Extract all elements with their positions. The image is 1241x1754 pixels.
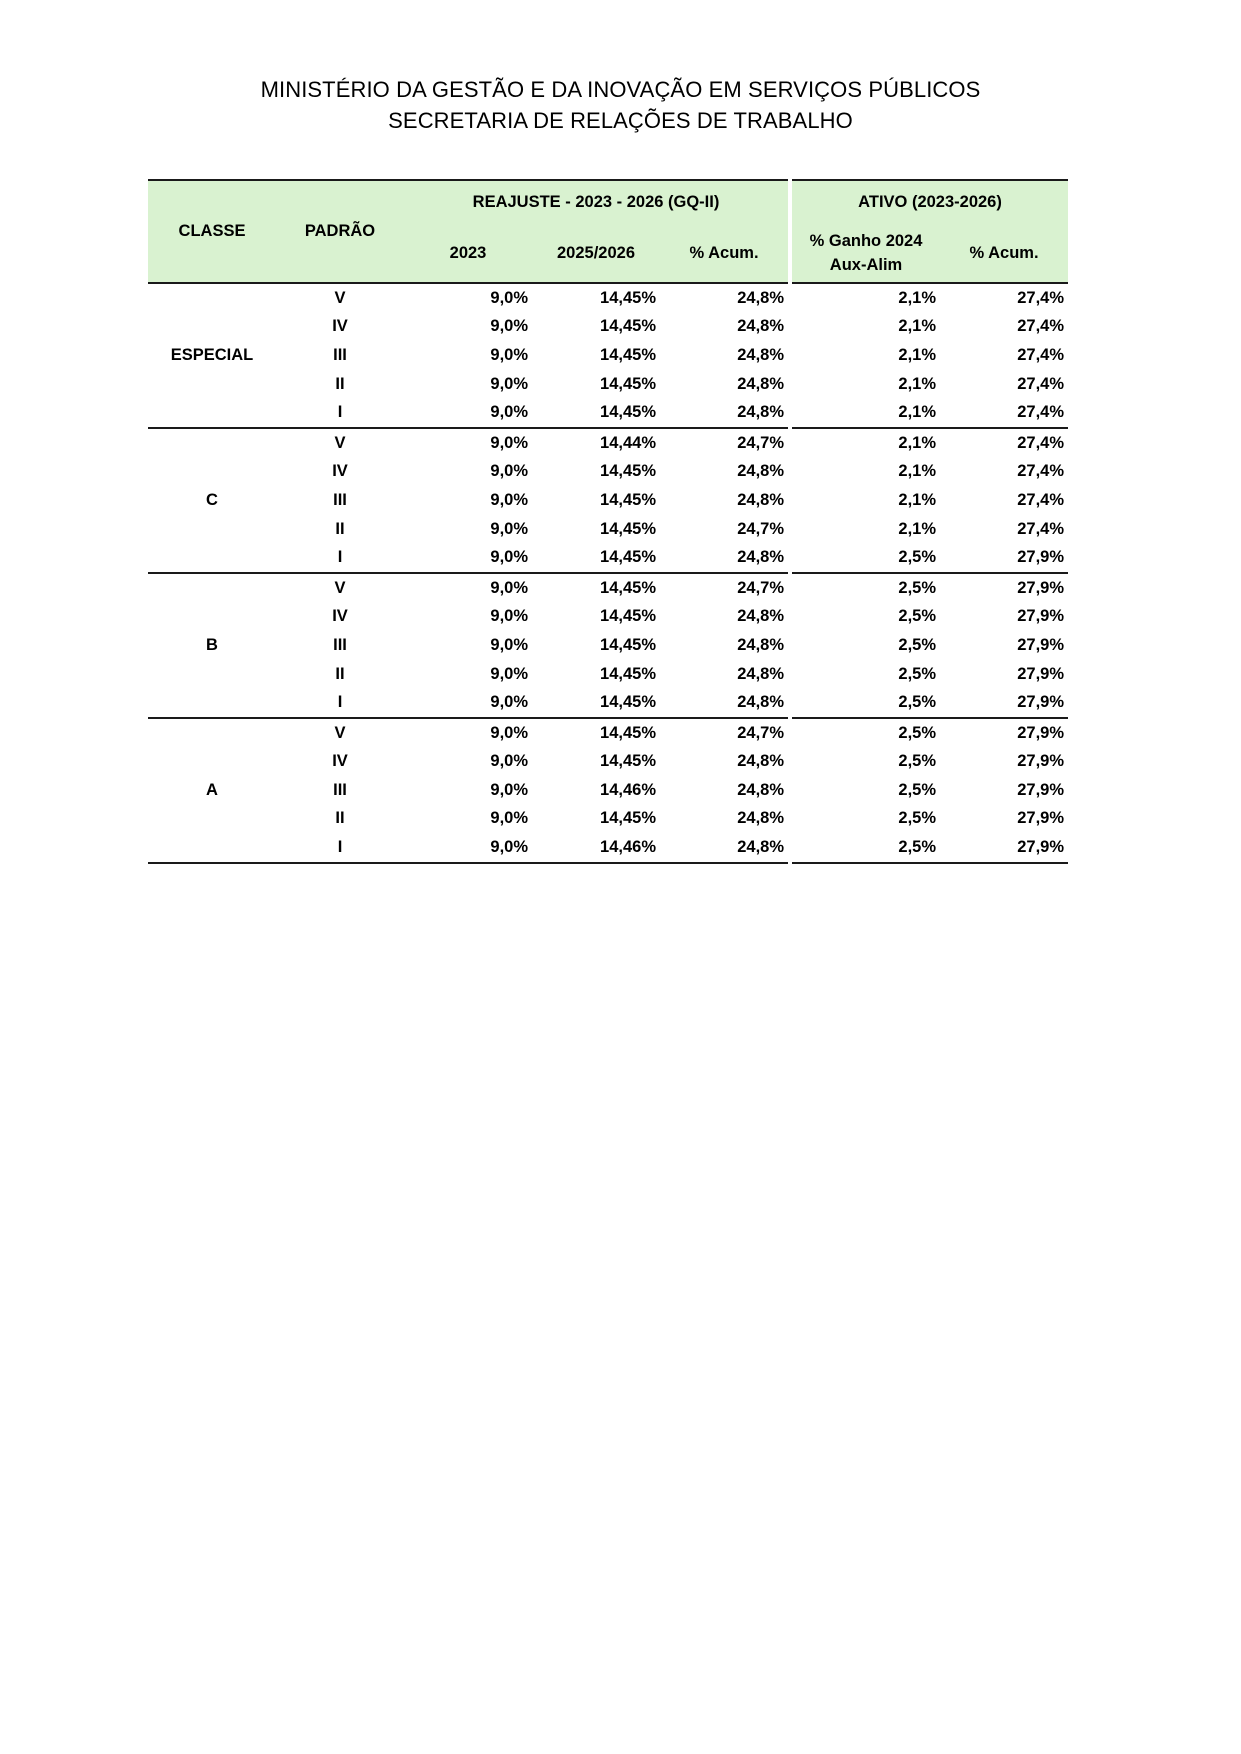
cell-2025-2026: 14,44% (600, 433, 656, 452)
header-classe: CLASSE (148, 179, 276, 284)
cell-ativo-acum: 27,4% (1017, 462, 1065, 481)
cell-padrao: V (334, 578, 346, 597)
cell-ativo-acum: 27,9% (1017, 635, 1065, 654)
cell-padrao: I (276, 543, 404, 574)
cell-padrao: IV (332, 317, 348, 336)
reajuste-table (148, 179, 1068, 864)
cell-ganho: 2,5% (898, 607, 937, 626)
cell-2025-2026: 14,45% (532, 543, 660, 574)
table-header (148, 179, 1068, 284)
cell-padrao: I (276, 688, 404, 719)
cell-acum: 24,8% (737, 374, 785, 393)
cell-ganho: 2,5% (898, 752, 937, 771)
cell-padrao: III (333, 780, 347, 799)
cell-2025-2026: 14,46% (532, 833, 660, 864)
cell-ativo-acum: 27,9% (1017, 723, 1065, 742)
cell-acum: 24,8% (737, 809, 785, 828)
cell-acum: 24,8% (737, 462, 785, 481)
cell-ganho: 2,5% (898, 635, 937, 654)
cell-padrao: III (333, 490, 347, 509)
cell-2025-2026: 14,45% (600, 345, 656, 364)
cell-2023: 9,0% (490, 752, 528, 771)
cell-2025-2026: 14,45% (532, 688, 660, 719)
cell-acum: 24,8% (737, 607, 785, 626)
cell-padrao: II (335, 664, 345, 683)
cell-classe: ESPECIAL (148, 284, 276, 429)
cell-2023: 9,0% (490, 519, 528, 538)
cell-padrao: I (276, 833, 404, 864)
table-row (148, 398, 1068, 429)
cell-acum: 24,8% (660, 688, 788, 719)
table-row (148, 833, 1068, 864)
cell-ganho: 2,5% (898, 578, 937, 597)
cell-ativo-acum: 27,4% (1017, 317, 1065, 336)
cell-ativo-acum: 27,9% (1017, 809, 1065, 828)
cell-2023: 9,0% (490, 809, 528, 828)
table-row (148, 543, 1068, 574)
cell-padrao: III (333, 345, 347, 364)
table-row (148, 574, 1068, 603)
cell-2023: 9,0% (404, 833, 532, 864)
cell-padrao: II (335, 519, 345, 538)
cell-ganho: 2,5% (792, 833, 940, 864)
cell-ativo-acum: 27,4% (940, 398, 1068, 429)
cell-acum: 24,7% (737, 578, 785, 597)
cell-ganho: 2,1% (898, 519, 937, 538)
cell-ganho: 2,5% (792, 688, 940, 719)
cell-2023: 9,0% (490, 723, 528, 742)
cell-padrao: III (333, 635, 347, 654)
cell-2025-2026: 14,45% (600, 288, 656, 307)
cell-padrao: V (334, 433, 346, 452)
cell-2023: 9,0% (404, 688, 532, 719)
table-row (148, 660, 1068, 689)
cell-acum: 24,8% (660, 398, 788, 429)
cell-2025-2026: 14,45% (532, 398, 660, 429)
cell-ativo-acum: 27,9% (1017, 752, 1065, 771)
header-ganho-line2: Aux-Alim (829, 255, 903, 274)
cell-ganho: 2,5% (898, 780, 937, 799)
cell-acum: 24,8% (737, 288, 785, 307)
cell-classe: A (148, 719, 276, 864)
cell-2025-2026: 14,45% (600, 607, 656, 626)
cell-2025-2026: 14,46% (600, 780, 656, 799)
table-row (148, 370, 1068, 399)
cell-padrao: V (334, 723, 346, 742)
table-row (148, 429, 1068, 458)
cell-2023: 9,0% (490, 433, 528, 452)
table-body (148, 284, 1068, 864)
header-ministry: MINISTÉRIO DA GESTÃO E DA INOVAÇÃO EM SERVIÇOS PÚBLICOS (260, 77, 981, 102)
table-row (148, 688, 1068, 719)
cell-2023: 9,0% (490, 664, 528, 683)
cell-acum: 24,8% (737, 664, 785, 683)
header-ativo-acum: % Acum. (940, 223, 1068, 284)
cell-ativo-acum: 27,9% (1017, 578, 1065, 597)
cell-ganho: 2,5% (792, 543, 940, 574)
table-row (148, 313, 1068, 342)
table-row (148, 486, 1068, 515)
cell-2025-2026: 14,45% (600, 519, 656, 538)
cell-2023: 9,0% (490, 780, 528, 799)
cell-2023: 9,0% (490, 374, 528, 393)
cell-classe: C (148, 429, 276, 574)
cell-2023: 9,0% (490, 288, 528, 307)
cell-ativo-acum: 27,4% (1017, 519, 1065, 538)
cell-2025-2026: 14,45% (600, 462, 656, 481)
cell-2025-2026: 14,45% (600, 317, 656, 336)
cell-ativo-acum: 27,9% (1017, 607, 1065, 626)
cell-2025-2026: 14,45% (600, 809, 656, 828)
table-row (148, 805, 1068, 834)
header-2025-2026: 2025/2026 (532, 223, 660, 284)
cell-ativo-acum: 27,9% (940, 543, 1068, 574)
cell-ativo-acum: 27,9% (940, 688, 1068, 719)
cell-ativo-acum: 27,4% (1017, 288, 1065, 307)
header-reajuste-group: REAJUSTE - 2023 - 2026 (GQ-II) (404, 179, 788, 223)
table-row (148, 458, 1068, 487)
cell-padrao: V (334, 288, 346, 307)
cell-2023: 9,0% (404, 543, 532, 574)
table-row (148, 341, 1068, 370)
cell-ganho: 2,1% (898, 374, 937, 393)
cell-ativo-acum: 27,9% (1017, 780, 1065, 799)
cell-ativo-acum: 27,4% (1017, 433, 1065, 452)
cell-ativo-acum: 27,4% (1017, 490, 1065, 509)
cell-padrao: IV (332, 607, 348, 626)
cell-acum: 24,8% (737, 780, 785, 799)
cell-acum: 24,8% (660, 543, 788, 574)
header-acum: % Acum. (660, 223, 788, 284)
cell-ativo-acum: 27,4% (1017, 374, 1065, 393)
cell-2023: 9,0% (490, 490, 528, 509)
table-row (148, 719, 1068, 748)
cell-acum: 24,8% (660, 833, 788, 864)
table-row (148, 515, 1068, 544)
cell-acum: 24,8% (737, 752, 785, 771)
cell-ativo-acum: 27,9% (940, 833, 1068, 864)
cell-acum: 24,7% (737, 723, 785, 742)
cell-padrao: II (335, 374, 345, 393)
cell-ganho: 2,5% (898, 664, 937, 683)
cell-ganho: 2,1% (898, 462, 937, 481)
cell-2025-2026: 14,45% (600, 578, 656, 597)
cell-2025-2026: 14,45% (600, 635, 656, 654)
cell-ganho: 2,1% (898, 288, 937, 307)
table-row (148, 603, 1068, 632)
cell-2025-2026: 14,45% (600, 664, 656, 683)
cell-acum: 24,8% (737, 345, 785, 364)
cell-2025-2026: 14,45% (600, 490, 656, 509)
header-2023: 2023 (404, 223, 532, 284)
cell-ganho: 2,5% (898, 723, 937, 742)
cell-padrao: I (276, 398, 404, 429)
cell-2023: 9,0% (404, 398, 532, 429)
header-ganho-line1: % Ganho 2024 (809, 231, 923, 250)
cell-2025-2026: 14,45% (600, 374, 656, 393)
reajuste-table-container (148, 179, 1068, 864)
cell-padrao: II (335, 809, 345, 828)
header-ativo-group: ATIVO (2023-2026) (792, 179, 1068, 223)
cell-ganho: 2,1% (898, 433, 937, 452)
table-row (148, 748, 1068, 777)
cell-ganho: 2,1% (792, 398, 940, 429)
cell-acum: 24,8% (737, 317, 785, 336)
header-padrao: PADRÃO (276, 179, 404, 284)
cell-2023: 9,0% (490, 635, 528, 654)
table-row (148, 284, 1068, 313)
cell-2025-2026: 14,45% (600, 723, 656, 742)
cell-2023: 9,0% (490, 578, 528, 597)
cell-acum: 24,7% (737, 519, 785, 538)
cell-acum: 24,7% (737, 433, 785, 452)
cell-2023: 9,0% (490, 607, 528, 626)
cell-ativo-acum: 27,9% (1017, 664, 1065, 683)
cell-2023: 9,0% (490, 345, 528, 364)
cell-padrao: IV (332, 752, 348, 771)
cell-ganho: 2,1% (898, 490, 937, 509)
table-row (148, 776, 1068, 805)
cell-2023: 9,0% (490, 317, 528, 336)
cell-ganho: 2,1% (898, 317, 937, 336)
header-secretariat: SECRETARIA DE RELAÇÕES DE TRABALHO (388, 108, 853, 133)
cell-ativo-acum: 27,4% (1017, 345, 1065, 364)
cell-classe: B (148, 574, 276, 719)
cell-2025-2026: 14,45% (600, 752, 656, 771)
document-header (0, 74, 1241, 136)
cell-acum: 24,8% (737, 490, 785, 509)
header-ganho (792, 223, 940, 284)
cell-padrao: IV (332, 462, 348, 481)
cell-acum: 24,8% (737, 635, 785, 654)
cell-ganho: 2,1% (898, 345, 937, 364)
cell-ganho: 2,5% (898, 809, 937, 828)
table-row (148, 631, 1068, 660)
cell-2023: 9,0% (490, 462, 528, 481)
